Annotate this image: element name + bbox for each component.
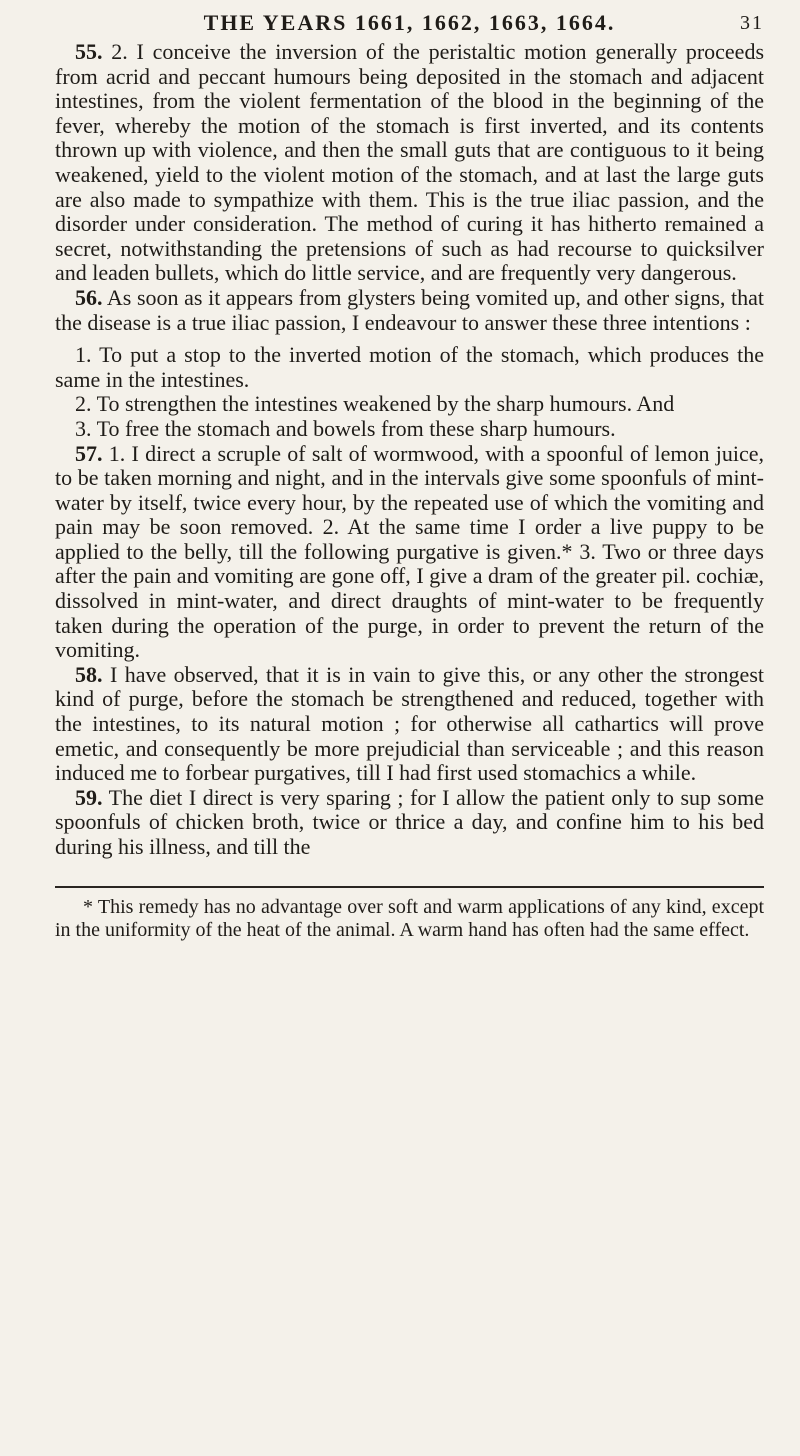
list-text: To strengthen the intestines weakened by the sharp humours. And (96, 391, 675, 417)
list-text: To free the stomach and bowels from these sharp humours. (96, 415, 616, 441)
paragraph-text: 1. I direct a scruple of salt of wormwood, with a spoonful of lemon juice, to be taken morning and night, and in the intervals give some spoonfuls of mint-water by itself, twice every hour, by the repeated use of which the vomiting and pain may be soon removed. 2. At the same time I order a live puppy to be applied to the belly, till the following purgative is given.* 3. Two or three days after the pain and vomiting are gone off, I give a dram of the greater pil. cochiæ, dissolved in mint-water, and direct draughts of mint-water to be frequently taken during the operation of the purge, in order to prevent the return of the vomiting. (55, 440, 764, 663)
paragraph-59 (55, 786, 764, 860)
paragraph-55 (55, 40, 764, 286)
body-text (55, 40, 764, 860)
list-number: 2. (75, 391, 92, 417)
paragraph-56 (55, 286, 764, 335)
intention-2 (55, 392, 764, 417)
footnote: * This remedy has no advantage over soft and warm applications of any kind, except in the uniformity of the heat of the animal. A warm hand has often had the same effect. (55, 895, 764, 941)
paragraph-number: 58. (75, 661, 103, 687)
paragraph-number: 57. (75, 440, 103, 466)
footnote-divider (55, 886, 764, 888)
intention-1 (55, 343, 764, 392)
paragraph-number: 56. (75, 284, 103, 310)
list-number: 3. (75, 415, 92, 441)
paragraph-number: 59. (75, 784, 103, 810)
paragraph-58 (55, 663, 764, 786)
list-number: 1. (75, 342, 92, 368)
paragraph-text: The diet I direct is very sparing ; for I allow the patient only to sup some spoonfuls of chicken broth, twice or thrice a day, and confine him to his bed during his illness, and till the (55, 784, 764, 859)
paragraph-text: As soon as it appears from glysters being vomited up, and other signs, that the disease is a true iliac passion, I endeavour to answer these three intentions : (55, 284, 764, 335)
paragraph-57 (55, 442, 764, 663)
paragraph-text: 2. I conceive the inversion of the peristaltic motion generally proceeds from acrid and peccant humours being deposited in the stomach and adjacent intestines, from the violent fermentation of the blood in the beginning of the fever, whereby the motion of the stomach is first inverted, and its contents thrown up with violence, and then the small guts that are contiguous to it being weakened, yield to the violent motion of the stomach, and at last the large guts are also made to sympathize with them. This is the true iliac passion, and the disorder under consideration. The method of curing it has hitherto remained a secret, notwithstanding the pretensions of such as had recourse to quicksilver and leaden bullets, which do little service, and are frequently very dangerous. (55, 39, 765, 286)
running-head (55, 8, 764, 38)
running-title: THE YEARS 1661, 1662, 1663, 1664. (203, 10, 616, 35)
paragraph-text: I have observed, that it is in vain to give this, or any other the strongest kind of purge, before the stomach be strengthened and reduced, together with the intestines, to its natural motion ; for otherwise all cathartics will prove emetic, and consequently be more prejudicial than serviceable ; and this reason induced me to forbear purgatives, till I had first used stomachics a while. (55, 661, 764, 786)
list-text: To put a stop to the inverted motion of the stomach, which produces the same in the intestines. (55, 342, 764, 392)
paragraph-number: 55. (75, 39, 103, 64)
intention-3 (55, 417, 764, 442)
page-number: 31 (740, 12, 764, 34)
